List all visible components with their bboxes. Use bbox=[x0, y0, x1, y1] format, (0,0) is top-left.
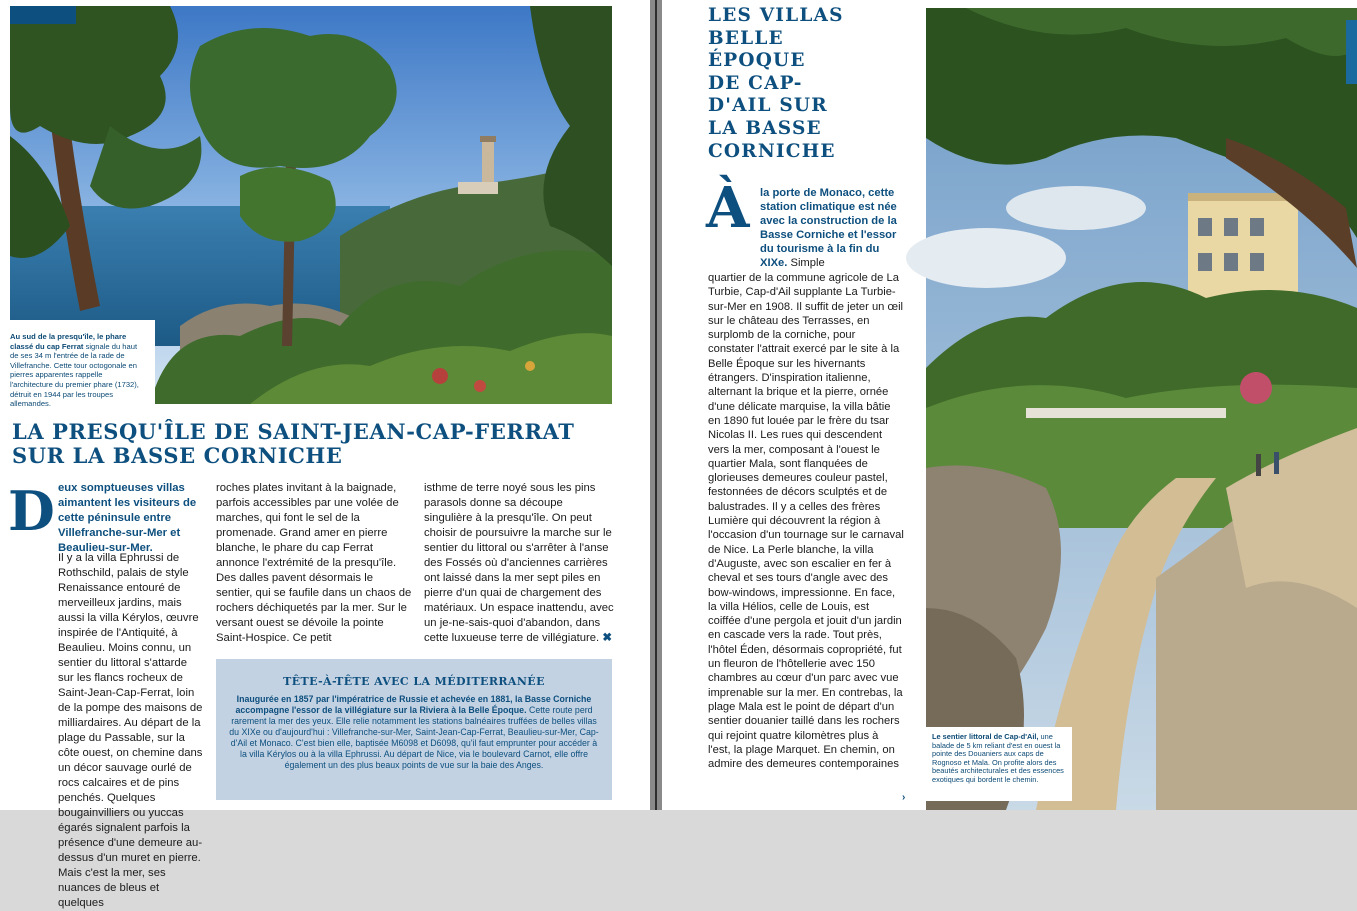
text-column-2 bbox=[216, 481, 412, 646]
lead-tail: Simple bbox=[787, 257, 825, 269]
caption-bold: Le sentier littoral de Cap-d'Ail, bbox=[932, 732, 1039, 741]
title-line: LES VILLAS bbox=[708, 5, 844, 26]
sidebar-text bbox=[228, 694, 600, 771]
paragraph: quartier de la commune agricole de La Turbie, Cap-d'Ail supplante La Turbie-sur-Mer en 1908. Il suffit de jeter un œil sur le château des Terrasses, en surplomb de la corniche, pour constater l'attrait exercé par le site à la Belle Époque sur les hivernants étrangers. D'inspiration italienne, alternant la brique et la pierre, ornée d'une délicate marquise, la villa bâtie en 1890 fut louée par le frère du tsar Nicolas II. Les rues qui descendent vers la mer, composant à l'ouest le quartier Mala, sont flanquées de glorieuses demeures couleur pastel, festonnées de décors sculptés et de balustrades. Il y a celles des frères Lumière qui découvrent la région à l'occasion d'un tournage sur le carnaval de Nice. La Perle blanche, la villa d'Auguste, avec son escalier en fer à cheval et ses tours d'angle avec des bow-windows, impressionne. En face, la villa Hélios, celle de Louis, est coiffée d'une pergola et jouit d'un jardin en cascade vers la rade. Tout près, l'hôtel Éden, désormais copropriété, fut un fleuron de l'hôtellerie avec 150 chambres au cœur d'un parc avec vue imprenable sur la mer. En contrebas, la plage Mala est le point de départ d'un sentier douanier taillé dans les rochers qui rejoint quatre kilomètres plus à l'est, la plage Marquet. En chemin, on admire des demeures contemporaines bbox=[708, 272, 904, 771]
text-column-1 bbox=[10, 551, 203, 911]
paragraph-text: isthme de terre noyé sous les pins parasols donne sa découpe singulière à la presqu'île. On peut choisir de poursuivre la marche sur le sentier du littoral ou s'arrêter à l'anse des Fossés où d'anciennes carrières ont laissé dans la mer sept piles en pierre d'un quai de chargement des matériaux. Un espace inattendu, avec un je-ne-sais-quoi d'abandon, dans cette luxueuse terre de villégiature. bbox=[424, 482, 614, 644]
caption-text: signale du haut de ses 34 m l'entrée de la rade de Villefranche. Cette tour octogonale en pierres apparentes rappelle l'architecture du premier phare (1732), détruit en 1944 par les troupes allemandes. bbox=[10, 341, 139, 409]
text-column bbox=[708, 271, 904, 771]
title-line: LA BASSE bbox=[708, 117, 822, 139]
right-page bbox=[662, 0, 1357, 810]
title-line: BELLE bbox=[708, 27, 784, 49]
title-line-2: SUR LA BASSE CORNICHE bbox=[12, 443, 343, 468]
left-page bbox=[0, 0, 650, 909]
caption-bold: Au sud de la presqu'île, le phare classé du cap Ferrat bbox=[10, 332, 127, 351]
sidebar-box bbox=[216, 659, 612, 800]
text-column-3 bbox=[424, 481, 614, 646]
caption-text: une balade de 5 km reliant d'est en ouest la pointe des Douaniers aux caps de Rognoso et Mala. On profite alors des beautés architecturales et des essences exotiques qui bordent le chemin. bbox=[932, 732, 1064, 784]
lead-text: la porte de Monaco, cette station climatique est née avec la construction de la Basse Corniche et l'essor du tourisme à la fin du XIXe. bbox=[760, 187, 897, 269]
continue-arrow-icon: › bbox=[902, 792, 906, 803]
paragraph: Il y a la villa Ephrussi de Rothschild, palais de style Renaissance entouré de merveilleux jardins, mais aussi la villa Kérylos, œuvre inspirée de l'Antiquité, à Beaulieu. Moins connu, un sentier du littoral s'attarde sur les flancs rocheux de Saint-Jean-Cap-Ferrat, loin de la pompe des maisons de milliardaires. Au départ de la plage du Passable, sur la côte ouest, on chemine dans un décor sauvage ourlé de rocs calcaires et de pins penchés. Quelques bougainvilliers ou yuccas égarés signalent parfois la présence d'une demeure au-dessus d'un muret en pierre. Mais c'est la mer, ses nuances de bleus et quelques bbox=[58, 552, 203, 909]
title-line-1: LA PRESQU'ÎLE DE SAINT-JEAN-CAP-FERRAT bbox=[12, 419, 575, 444]
photo-caption bbox=[0, 320, 155, 408]
sidebar-title: TÊTE-À-TÊTE AVEC LA MÉDITERRANÉE bbox=[283, 675, 545, 688]
page-gutter bbox=[650, 0, 662, 810]
article-title bbox=[12, 420, 612, 468]
sidebar-lead: Inaugurée en 1857 par l'impératrice de Russie et achevée en 1881, la Basse Corniche accompagne l'essor de la villégiature sur la Riviera à la Belle Époque. bbox=[235, 694, 592, 715]
end-mark-icon: ✖ bbox=[602, 632, 612, 644]
article-title bbox=[708, 5, 908, 163]
photo-caption bbox=[926, 727, 1072, 801]
drop-cap: D bbox=[8, 479, 55, 543]
title-line: CORNICHE bbox=[708, 140, 836, 162]
paragraph bbox=[424, 481, 614, 646]
section-color-tab bbox=[10, 6, 76, 24]
section-color-tab bbox=[1346, 20, 1357, 84]
paragraph: roches plates invitant à la baignade, parfois accessibles par une volée de marches, qui font le sel de la promenade. Grand amer en pierre blanche, le phare du cap Ferrat annonce l'extrémité de la presqu'île. Des dalles pavent désormais le sentier, qui se faufile dans un chaos de rochers déchiquetés par la mer. Sur le versant ouest se dévoile la pointe Saint-Hospice. Ce petit bbox=[216, 482, 412, 644]
title-line: DE CAP- bbox=[708, 72, 803, 94]
drop-cap: À bbox=[706, 175, 750, 241]
sidebar-body: Cette route perd rarement la mer des yeux. Elle relie notamment les stations balnéaires truffées de belles villas du XIXe ou d'aujourd'hui : Villefranche-sur-Mer, Saint-Jean-Cap-Ferrat, Beaulieu-sur-Mer, Cap-d'Ail et Monaco. C'est bien elle, baptisée M6098 et D6098, qu'il faut emprunter pour accéder à la villa Kérylos ou à la villa Ephrussi. Au départ de Nice, via le boulevard Carnot, elle offre également un des plus beaux points de vue sur la baie des Anges. bbox=[229, 705, 599, 770]
title-line: ÉPOQUE bbox=[708, 50, 806, 72]
lead-paragraph bbox=[760, 186, 902, 270]
coastal-path-photo bbox=[926, 8, 1357, 810]
lead-paragraph: eux somptueuses villas aimantent les visiteurs de cette péninsule entre Villefranche-sur-Mer et Beaulieu-sur-Mer. bbox=[58, 482, 197, 554]
title-line: D'AIL SUR bbox=[708, 95, 828, 117]
